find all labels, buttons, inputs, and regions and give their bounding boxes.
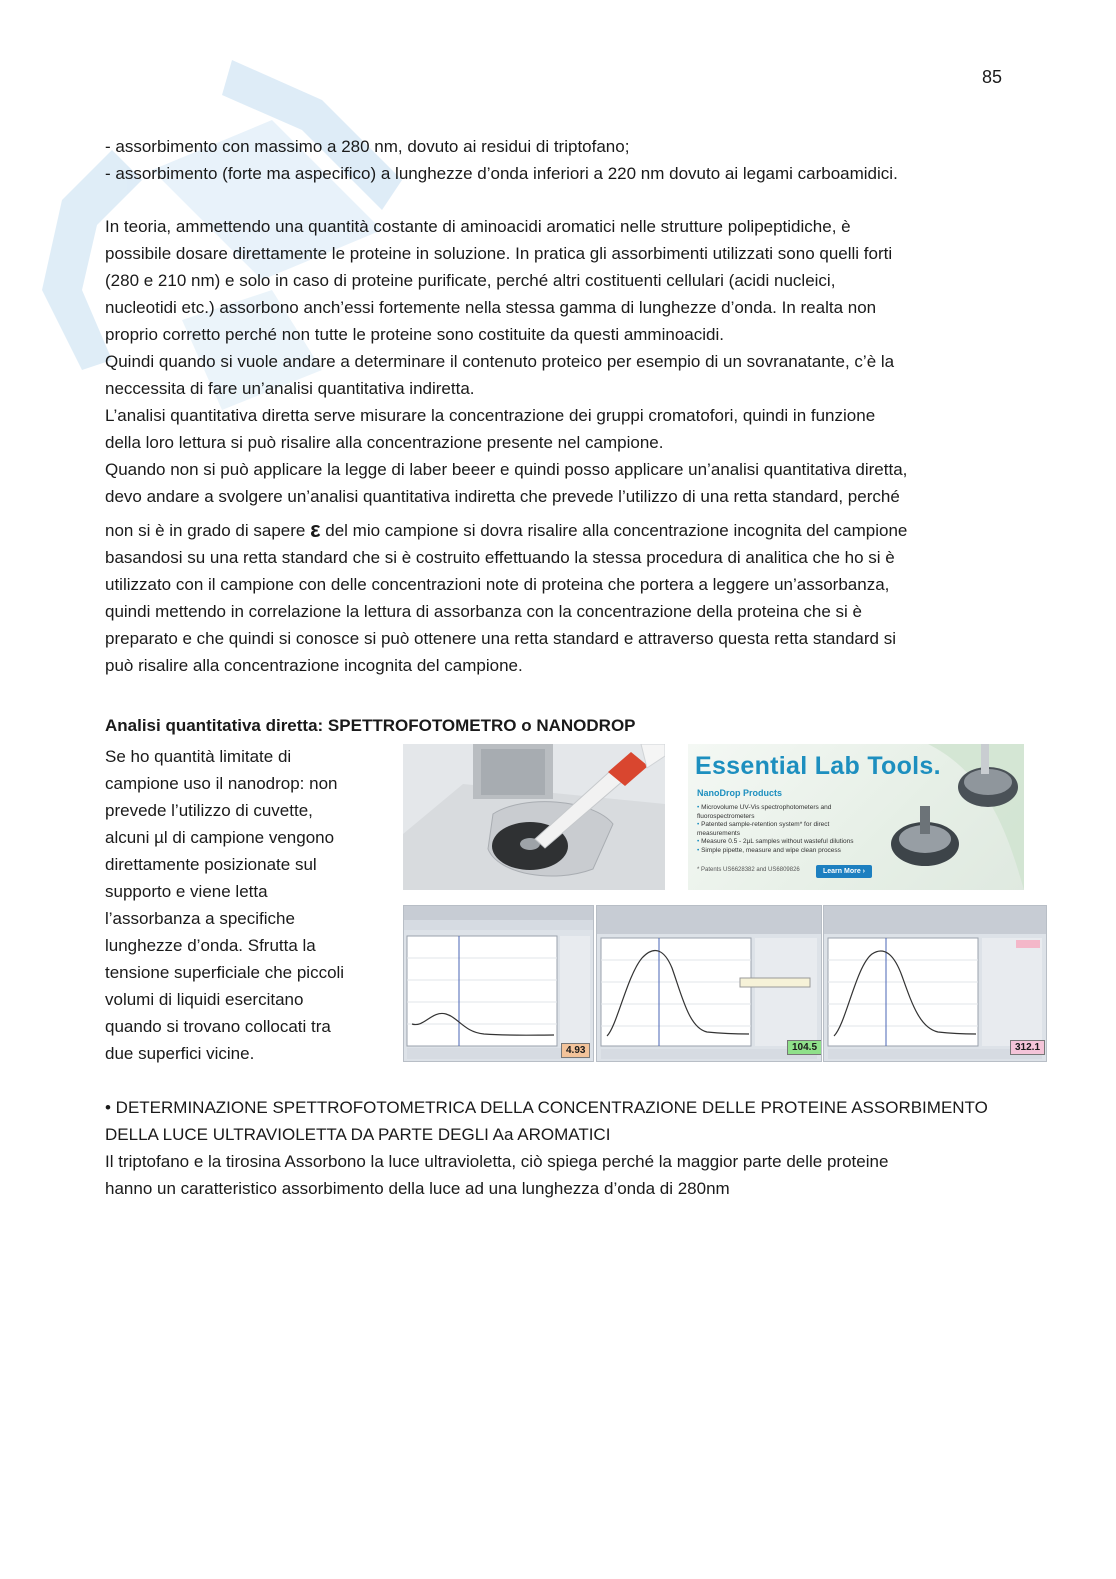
paragraph-line: proprio corretto perché non tutte le proteine sono costituite da questi amminoacidi. [105,325,724,344]
description-line: l’assorbanza a specifiche [105,909,295,928]
description-line: direttamente posizionate sul [105,855,317,874]
epsilon-symbol: ε [310,517,321,542]
description-line: prevede l’utilizzo di cuvette, [105,801,313,820]
ad-bullet: • Patented sample-retention system* for direct measurements [697,821,865,838]
software-screenshot-3 [823,905,1047,1062]
section-title: Analisi quantitativa diretta: SPETTROFOTOMETRO o NANODROP [105,716,636,735]
software-screenshot-1 [403,905,594,1062]
software-screenshot-2 [596,905,822,1062]
screenshot-value-1: 4.93 [561,1043,590,1058]
ad-footnote: * Patents US6628382 and US6809826 [697,867,800,873]
description-line: tensione superficiale che piccoli [105,963,345,982]
description-line: campione uso il nanodrop: non [105,774,338,793]
description-line: due superfici vicine. [105,1044,255,1063]
description-line: volumi di liquidi esercitano [105,990,304,1009]
paragraph-line: L’analisi quantitativa diretta serve misurare la concentrazione dei gruppi cromatofori, quindi in funzione [105,406,876,425]
description-line: lunghezze d’onda. Sfrutta la [105,936,316,955]
nanodrop-illustration [403,744,665,890]
paragraph-line: nucleotidi etc.) assorbono anch’essi fortemente nella stessa gamma di lunghezze d’onda. In realta non [105,298,877,317]
description-line: alcuni µl di campione vengono [105,828,335,847]
bullet-body-line: Il triptofano e la tirosina Assorbono la luce ultravioletta, ciò spiega perché la maggior parte delle proteine [105,1152,889,1171]
paragraph-line: basandosi su una retta standard che si è costruito effettuando la stessa procedura di analitica che ho si è [105,548,895,567]
paragraph-line: In teoria, ammettendo una quantità costante di aminoacidi aromatici nelle strutture polipeptidiche, è [105,217,851,236]
epsilon-line [105,516,1010,544]
paragraph-line: preparato e che quindi si conosce si può ottenere una retta standard e attraverso questa retta standard si [105,629,896,648]
paragraph-line: devo andare a svolgere un’analisi quantitativa indiretta che prevede l’utilizzo di una retta standard, perché [105,487,900,506]
spectrum-screenshot-2 [597,906,821,1061]
nanodrop-ad [688,744,1024,890]
nanodrop-photo [403,744,665,890]
paragraph-line: può risalire alla concentrazione incognita del campione. [105,656,523,675]
spectrum-screenshot-3 [824,906,1046,1061]
nanodrop-description [105,743,395,1067]
epsilon-line-after: del mio campione si dovra risalire alla concentrazione incognita del campione [320,521,908,540]
paragraph-line: Quando non si può applicare la legge di laber beeer e quindi posso applicare un’analisi quantitativa diretta, [105,460,908,479]
learn-more-button[interactable]: Learn More › [816,865,872,878]
ad-subtitle: NanoDrop Products [697,788,783,798]
epsilon-line-before: non si è in grado di sapere [105,521,311,540]
intro-line: - assorbimento con massimo a 280 nm, dovuto ai residui di triptofano; [105,137,630,156]
page-number: 85 [982,67,1003,87]
description-line: supporto e viene letta [105,882,268,901]
ad-title: Essential Lab Tools. [695,752,941,780]
description-line: quando si trovano collocati tra [105,1017,331,1036]
paragraph-line: della loro lettura si può risalire alla concentrazione presente nel campione. [105,433,664,452]
paragraph-line: (280 e 210 nm) e solo in caso di proteine purificate, perché altri costituenti cellulari (acidi nucleici, [105,271,836,290]
paragraph-line: Quindi quando si vuole andare a determinare il contenuto proteico per esempio di un sovranatante, c’è la [105,352,895,371]
paragraph-line: utilizzato con il campione con delle concentrazioni note di proteina che portera a leggere un’assorbanza, [105,575,890,594]
screenshot-value-3: 312.1 [1010,1040,1045,1055]
ad-bullets [697,804,865,855]
bullet-heading-line: DELLA LUCE ULTRAVIOLETTA DA PARTE DEGLI Aa AROMATICI [105,1125,611,1144]
bullet-body-line: hanno un caratteristico assorbimento della luce ad una lunghezza d’onda di 280nm [105,1179,730,1198]
intro-lines [105,133,1010,187]
description-line: Se ho quantità limitate di [105,747,292,766]
screenshot-value-2: 104.5 [787,1040,822,1055]
bullet-heading-line: • DETERMINAZIONE SPETTROFOTOMETRICA DELLA CONCENTRAZIONE DELLE PROTEINE ASSORBIMENTO [105,1098,988,1117]
paragraph-1 [105,213,1010,679]
paragraph-line: possibile dosare direttamente le proteine in soluzione. In pratica gli assorbimenti utilizzati sono quelli forti [105,244,893,263]
bullet-section [105,1094,1010,1202]
spectrum-screenshot-1 [404,906,593,1061]
paragraph-line: quindi mettendo in correlazione la lettura di assorbanza con la concentrazione della proteina che si è [105,602,862,621]
ad-bullet: • Microvolume UV-Vis spectrophotometers and fluorospectrometers [697,804,865,821]
ad-bullet: • Measure 0.5 - 2µL samples without wasteful dilutions [697,838,865,847]
ad-bullet: • Simple pipette, measure and wipe clean process [697,847,865,856]
intro-line: - assorbimento (forte ma aspecifico) a lunghezze d’onda inferiori a 220 nm dovuto ai legami carboamidici. [105,164,898,183]
paragraph-line: neccessita di fare un’analisi quantitativa indiretta. [105,379,475,398]
